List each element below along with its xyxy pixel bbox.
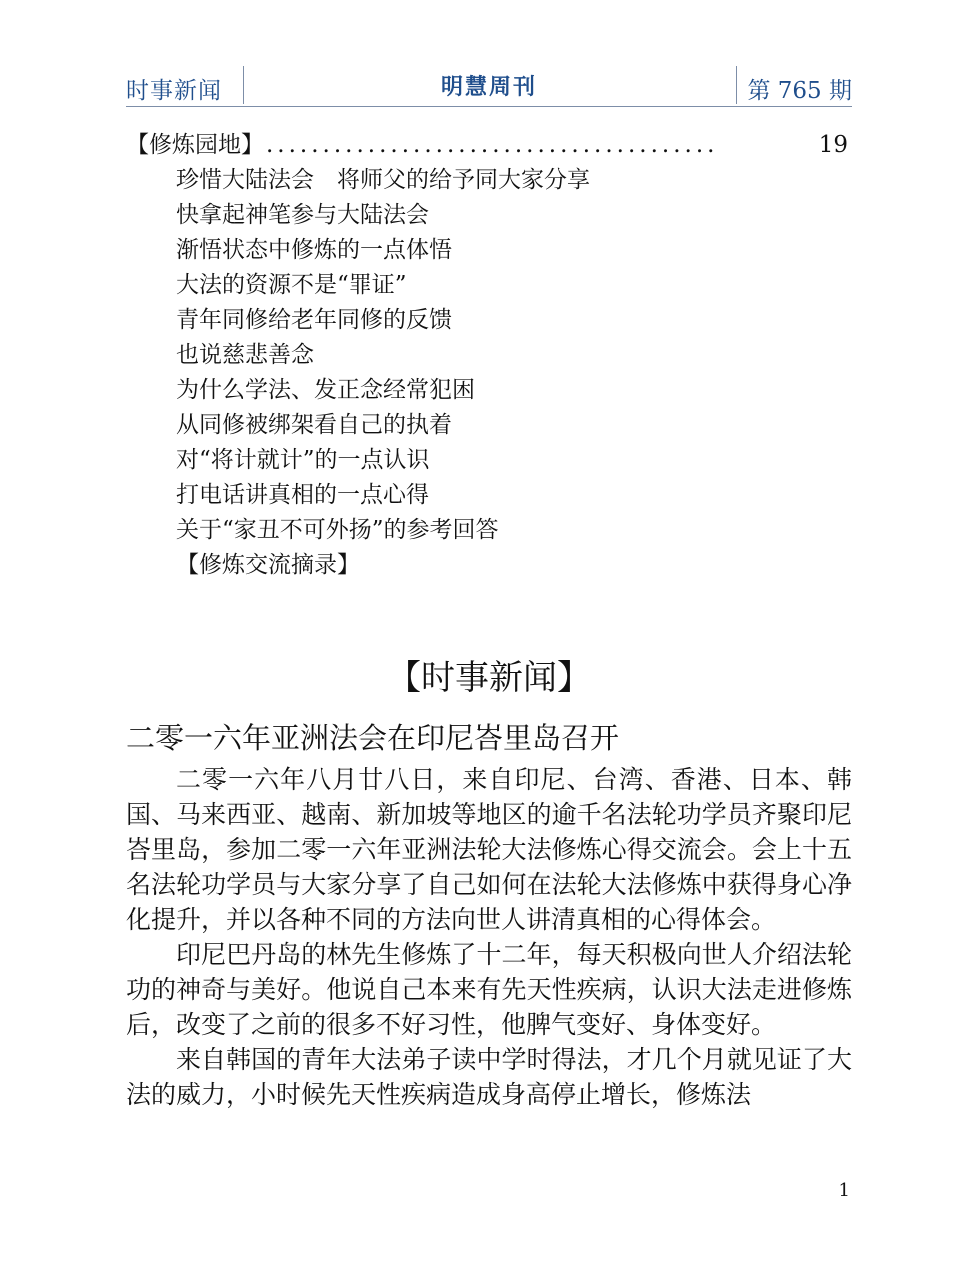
toc-item[interactable]: 从同修被绑架看自己的执着: [176, 412, 452, 438]
table-of-contents: [126, 128, 848, 583]
header-issue-number: 第 765 期: [747, 78, 852, 104]
page-header: [126, 66, 852, 106]
toc-item[interactable]: 为什么学法、发正念经常犯困: [176, 377, 475, 403]
toc-page-number: 19: [818, 132, 848, 158]
toc-item[interactable]: 大法的资源不是“罪证”: [176, 272, 407, 298]
section-title: 【时事新闻】: [387, 658, 591, 698]
toc-item[interactable]: 珍惜大陆法会 将师父的给予同大家分享: [176, 167, 590, 193]
article-paragraph: 印尼巴丹岛的林先生修炼了十二年，每天积极向世人介绍法轮功的神奇与美好。他说自己本来有先天性疾病，认识大法走进修炼后，改变了之前的很多不好习性，他脾气变好、身体变好。: [126, 940, 852, 1039]
toc-heading-row[interactable]: [126, 128, 848, 163]
toc-item[interactable]: 也说慈悲善念: [176, 342, 314, 368]
toc-item[interactable]: 渐悟状态中修炼的一点体悟: [176, 237, 452, 263]
toc-item[interactable]: 青年同修给老年同修的反馈: [176, 307, 452, 333]
header-divider-right: [736, 66, 737, 104]
toc-item-list: [126, 163, 848, 583]
header-publication-title: 明慧周刊: [440, 75, 537, 100]
toc-item[interactable]: 快拿起神笔参与大陆法会: [176, 202, 429, 228]
article-body: [126, 762, 852, 1112]
header-rule: [126, 106, 852, 107]
toc-item[interactable]: 打电话讲真相的一点心得: [176, 482, 429, 508]
toc-item[interactable]: 关于“家丑不可外扬”的参考回答: [176, 517, 499, 543]
page-number: 1: [838, 1180, 850, 1201]
article-paragraph: 二零一六年八月廿八日，来自印尼、台湾、香港、日本、韩国、马来西亚、越南、新加坡等地区的逾千名法轮功学员齐聚印尼峇里岛，参加二零一六年亚洲法轮大法修炼心得交流会。会上十五名法轮功学员与大家分享了自己如何在法轮大法修炼中获得身心净化提升，并以各种不同的方法向世人讲清真相的心得体会。: [126, 765, 852, 934]
toc-item[interactable]: 对“将计就计”的一点认识: [176, 447, 430, 473]
toc-item[interactable]: 【修炼交流摘录】: [176, 552, 360, 578]
toc-leader-dots: ........................................: [266, 132, 719, 158]
article-paragraph: 来自韩国的青年大法弟子读中学时得法，才几个月就见证了大法的威力，小时候先天性疾病造成身高停止增长，修炼法: [126, 1045, 852, 1109]
toc-heading: 【修炼园地】: [126, 132, 264, 158]
article-title: 二零一六年亚洲法会在印尼峇里岛召开: [126, 721, 620, 755]
header-section-name: 时事新闻: [126, 78, 222, 104]
